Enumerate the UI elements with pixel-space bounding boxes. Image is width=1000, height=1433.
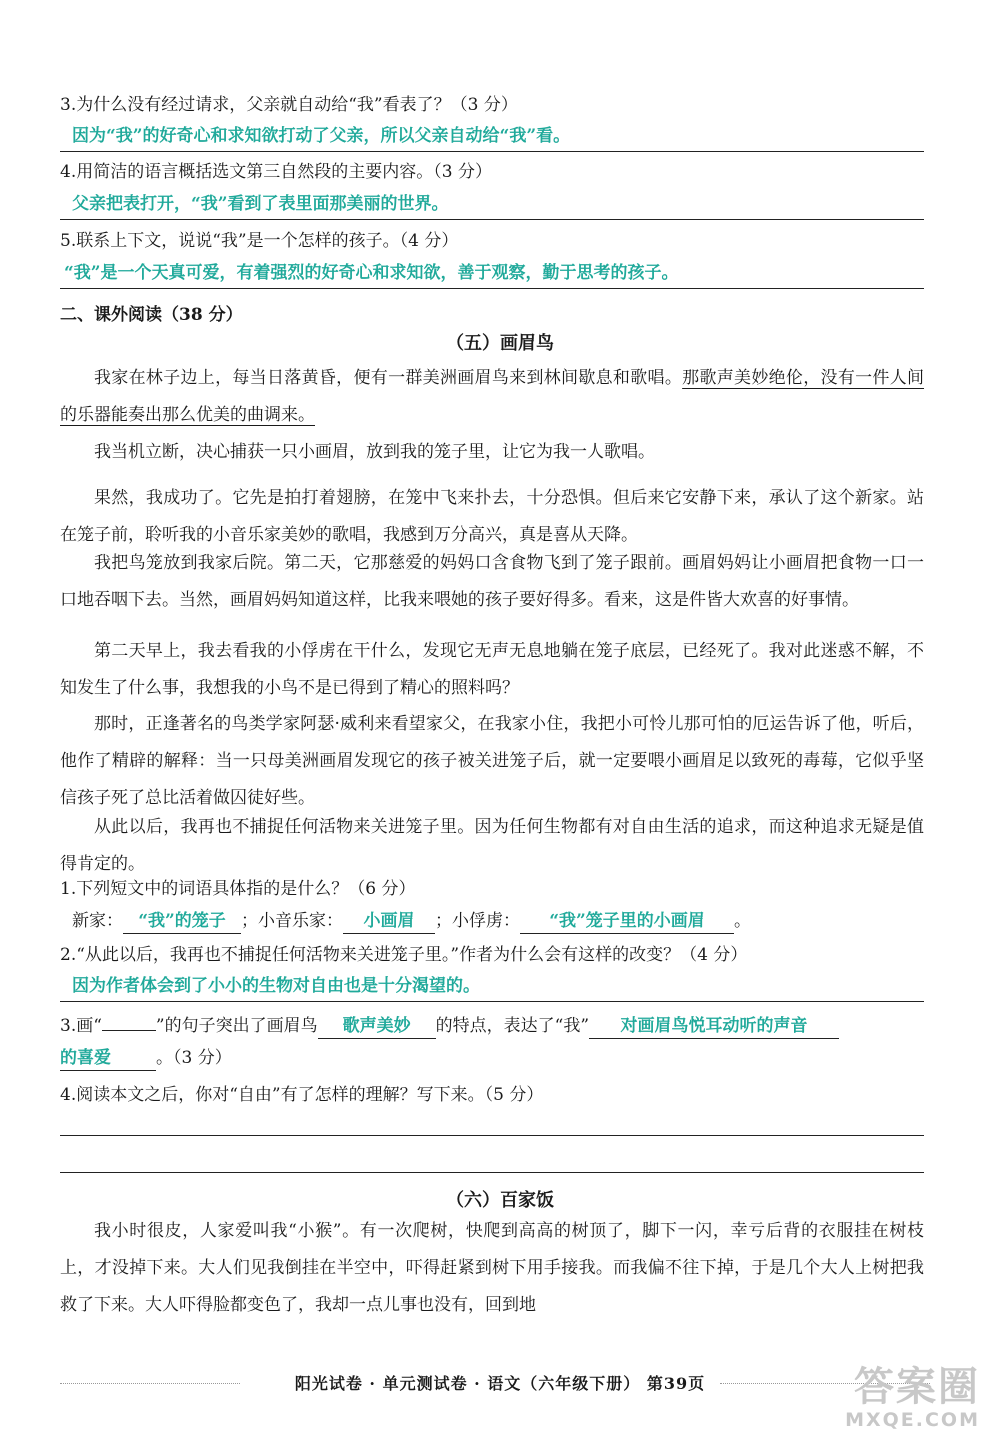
paragraph: 果然，我成功了。它先是拍打着翅膀，在笼中飞来扑去，十分恐惧。但后来它安静下来，承认了这个新家。站在笼子前，聆听我的小音乐家美妙的歌唱，我感到万分高兴，真是喜从天降。 — [60, 488, 924, 545]
answer-line — [60, 1172, 924, 1173]
answer-blank: 的喜爱 — [60, 1046, 156, 1071]
answer-4: 父亲把表打开，“我”看到了表里面那美丽的世界。 — [72, 194, 449, 214]
watermark-logo: 答案圈 — [854, 1364, 980, 1410]
story-title: （六）百家饭 — [446, 1190, 554, 1211]
watermark — [845, 1365, 980, 1431]
paragraph — [60, 360, 924, 434]
text: 3.画“ — [60, 1016, 102, 1036]
paragraph: 从此以后，我再也不捕捉任何活物来关进笼子里。因为任何生物都有对自由生活的追求，而这种追求无疑是值得肯定的。 — [60, 817, 924, 874]
text: 的特点，表达了“我” — [435, 1016, 590, 1036]
question-4: 4.阅读本文之后，你对“自由”有了怎样的理解？写下来。（5 分） — [60, 1085, 544, 1105]
label: 。 — [734, 911, 751, 931]
answer-line — [60, 151, 924, 152]
answer-blank: 歌声美妙 — [318, 1014, 436, 1039]
label: ；小音乐家： — [241, 911, 343, 931]
label: 新家： — [72, 911, 123, 931]
empty-blank — [102, 1030, 156, 1031]
paragraph: 我把鸟笼放到我家后院。第二天，它那慈爱的妈妈口含食物飞到了笼子跟前。画眉妈妈让小画眉把食物一口一口地吞咽下去。当然，画眉妈妈知道这样，比我来喂她的孩子要好得多。看来，这是件皆大欢喜的好事情。 — [60, 553, 924, 610]
section-heading: 二、课外阅读（38 分） — [60, 305, 243, 325]
answer-blank: 对画眉鸟悦耳动听的声音 — [589, 1014, 839, 1039]
underlined-sentence: 那歌声美妙绝伦，没有一件人间的乐器能奏出那么优美的曲调来。 — [60, 368, 925, 425]
answer-row — [72, 909, 751, 934]
answer-blank: “我”的笼子 — [123, 909, 241, 934]
answer-2: 因为作者体会到了小小的生物对自由也是十分渴望的。 — [72, 976, 480, 996]
question-1: 1.下列短文中的词语具体指的是什么？（6 分） — [60, 879, 416, 899]
question-4: 4.用简洁的语言概括选文第三自然段的主要内容。（3 分） — [60, 162, 492, 182]
answer-line — [60, 1135, 924, 1136]
answer-line — [60, 288, 924, 289]
paragraph: 我小时很皮，人家爱叫我“小猴”。有一次爬树，快爬到高高的树顶了，脚下一闪，幸亏后背的衣服挂在树枝上，才没掉下来。大人们见我倒挂在半空中，吓得赶紧到树下用手接我。而我偏不往下掉，于是几个大人上树把我救了下来。大人吓得脸都变色了，我却一点儿事也没有，回到地 — [60, 1221, 924, 1315]
story-title: （五）画眉鸟 — [446, 333, 554, 354]
paragraph: 那时，正逢著名的鸟类学家阿瑟·威利来看望家父，在我家小住，我把小可怜儿那可怕的厄运告诉了他，听后，他作了精辟的解释：当一只母美洲画眉发现它的孩子被关进笼子后，就一定要喂小画眉足以致死的毒莓，它似乎坚信孩子死了总比活着做囚徒好些。 — [60, 714, 924, 808]
text: 。（3 分） — [156, 1048, 232, 1068]
paragraph-text: 我家在林子边上，每当日落黄昏，便有一群美洲画眉鸟来到林间歇息和歌唱。 — [94, 368, 683, 388]
paragraph: 我当机立断，决心捕获一只小画眉，放到我的笼子里，让它为我一人歌唱。 — [94, 442, 655, 462]
text: ”的句子突出了画眉鸟 — [155, 1016, 318, 1036]
answer-line — [60, 219, 924, 220]
answer-line — [60, 1001, 924, 1002]
answer-blank: “我”笼子里的小画眉 — [520, 909, 734, 934]
watermark-url: MXQE.COM — [845, 1409, 980, 1431]
page-footer: 阳光试卷 · 单元测试卷 · 语文（六年级下册） 第39页 — [294, 1374, 706, 1393]
question-2: 2.“从此以后，我再也不捕捉任何活物来关进笼子里。”作者为什么会有这样的改变？（4 分） — [60, 945, 748, 965]
question-5: 5.联系上下文，说说“我”是一个怎样的孩子。（4 分） — [60, 231, 459, 251]
question-3-row — [60, 1014, 839, 1039]
question-3-row — [60, 1046, 232, 1071]
paragraph: 第二天早上，我去看我的小俘虏在干什么，发现它无声无息地躺在笼子底层，已经死了。我对此迷惑不解，不知发生了什么事，我想我的小鸟不是已得到了精心的照料吗？ — [60, 641, 924, 698]
question-3: 3.为什么没有经过请求，父亲就自动给“我”看表了？（3 分） — [60, 95, 518, 115]
answer-3: 因为“我”的好奇心和求知欲打动了父亲，所以父亲自动给“我”看。 — [72, 126, 571, 146]
label: ；小俘虏： — [435, 911, 520, 931]
answer-5: “我”是一个天真可爱，有着强烈的好奇心和求知欲，善于观察，勤于思考的孩子。 — [64, 263, 679, 283]
answer-blank: 小画眉 — [343, 909, 435, 934]
